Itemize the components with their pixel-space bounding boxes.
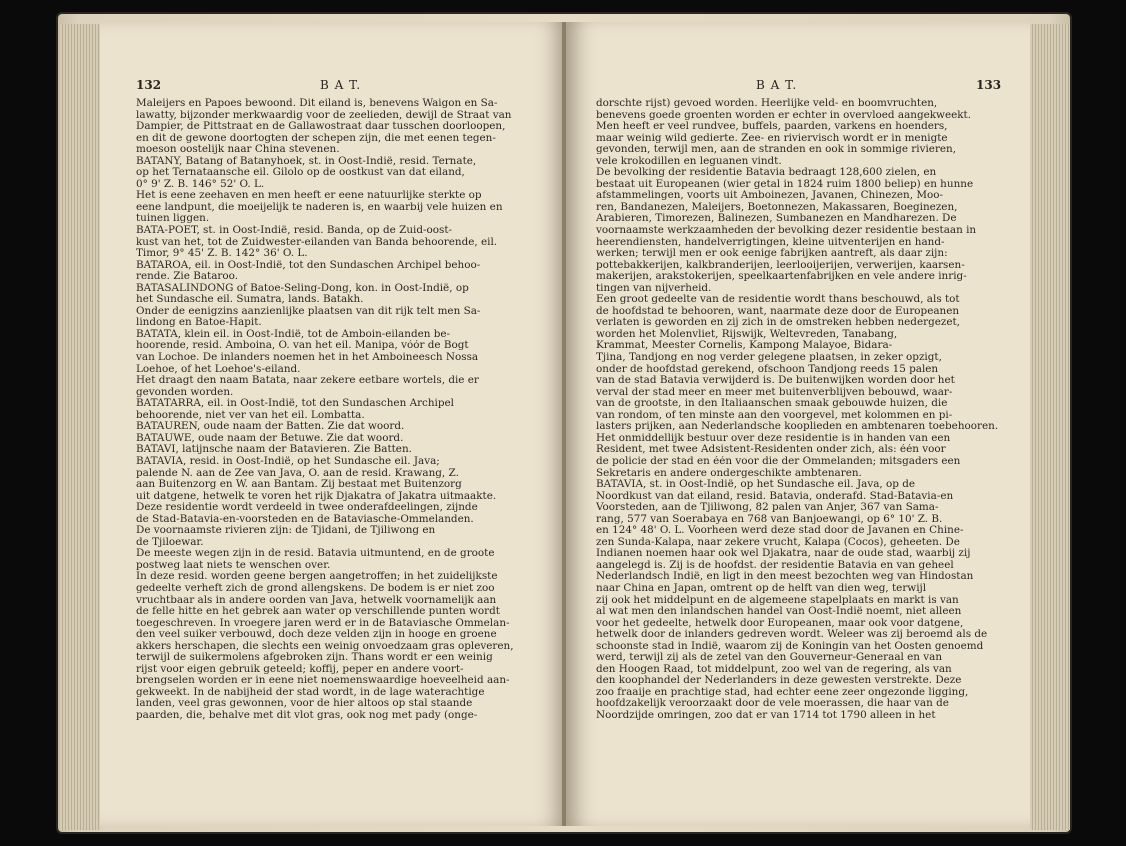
text-line: Resident, met twee Adsistent-Residenten onder zich, als: één voor: [596, 444, 946, 456]
left-page-number: 132: [136, 78, 162, 92]
text-line: worden het Molenvliet, Rijswijk, Weltevreden, Tanabang,: [596, 328, 898, 340]
text-line: al wat men den inlandschen handel van Oost-Indië noemt, niet alleen: [596, 606, 962, 618]
text-line: vele krokodillen en leguanen vindt.: [596, 155, 782, 167]
left-running-head: B A T.: [320, 78, 362, 92]
text-line: de policie der stad en één voor die der Ommelanden; mitsgaders een: [596, 455, 961, 467]
text-line: op het Ternataansche eil. Gilolo op de oostkust van dat eiland,: [136, 167, 465, 179]
text-line: BATA-POET, st. in Oost-Indië, resid. Banda, op de Zuid-oost-: [136, 225, 453, 237]
text-line: behoorende, niet ver van het eil. Lombatta.: [136, 409, 365, 421]
text-line: dorschte rijst) gevoed worden. Heerlijke veld- en boomvruchten,: [596, 98, 938, 109]
text-line: De bevolking der residentie Batavia bedraagt 128,600 zielen, en: [596, 167, 937, 179]
text-line: gevonden worden.: [136, 386, 234, 398]
text-line: Het is eene zeehaven en men heeft er eene natuurlijke sterkte op: [136, 190, 482, 202]
text-line: BATAUWE, oude naam der Betuwe. Zie dat woord.: [136, 432, 404, 444]
text-line: tuinen liggen.: [136, 213, 210, 225]
text-line: naar China en Japan, omtrent op de helft van dien weg, terwijl: [596, 582, 927, 594]
text-line: De meeste wegen zijn in de resid. Batavia uitmuntend, en de groote: [136, 548, 495, 560]
text-line: akkers herschapen, die slechts een weinig onvoedzaam gras opleveren,: [136, 640, 514, 652]
text-line: afstammelingen, voorts uit Amboinezen, Javanen, Chinezen, Moo-: [596, 190, 943, 202]
text-line: van Lochoe. De inlanders noemen het in het Amboineesch Nossa: [136, 352, 479, 364]
text-line: Een groot gedeelte van de residentie wordt thans beschouwd, als tot: [596, 294, 960, 306]
text-line: Noordzijde omringen, zoo dat er van 1714 tot 1790 alleen in het: [596, 709, 936, 721]
text-line: paarden, die, behalve met dit vlot gras, ook nog met pady (onge-: [136, 709, 478, 721]
text-line: 0° 9' Z. B. 146° 52' O. L.: [136, 178, 265, 190]
text-line: en dit de gewone doortogten der schepen zijn, die met eenen tegen-: [136, 132, 496, 144]
text-line: zen Sunda-Kalapa, naar zekere vrucht, Kalapa (Cocos), geheeten. De: [596, 536, 960, 548]
text-line: brengselen worden er in eene niet noemenswaardige hoeveelheid aan-: [136, 675, 510, 687]
text-line: den veel suiker verbouwd, doch deze velden zijn in hooge en groene: [136, 629, 497, 641]
text-line: terwijl de suikermolens afgebroken zijn. Thans wordt er een weinig: [136, 652, 493, 664]
text-line: BATATARRA, eil. in Oost-Indië, tot den Sundaschen Archipel: [136, 398, 454, 410]
text-line: palende N. aan de Zee van Java, O. aan de resid. Krawang, Z.: [136, 467, 459, 479]
text-line: zij ook het middelpunt en de algemeene stapelplaats en markt is van: [596, 594, 959, 606]
text-line: gedeelte verheft zich de grond allengskens. De bodem is er niet zoo: [136, 582, 495, 594]
text-line: Loehoe, of het Loehoe's-eiland.: [136, 363, 301, 375]
right-page-body: [596, 98, 1000, 722]
text-line: Noordkust van dat eiland, resid. Batavia, onderafd. Stad-Batavia-en: [596, 490, 954, 502]
text-line: Indianen noemen haar ook wel Djakatra, naar de oude stad, waarbij zij: [596, 548, 971, 560]
text-line: Arabieren, Timorezen, Balinezen, Sumbanezen en Mandharezen. De: [596, 213, 957, 225]
left-page-body: [136, 98, 538, 722]
text-line: het Sundasche eil. Sumatra, lands. Batakh.: [136, 294, 364, 306]
text-line: van rondom, of ten minste aan den voorgevel, met kolommen en pi-: [596, 409, 953, 421]
text-line: Onder de eenigzins aanzienlijke plaatsen van dit rijk telt men Sa-: [136, 305, 481, 317]
text-line: de Stad-Batavia-en-voorsteden en de Bataviasche-Ommelanden.: [136, 513, 474, 525]
text-line: voor het gedeelte, hetwelk door Europeanen, maar ook voor datgene,: [596, 617, 964, 629]
text-line: Het draagt den naam Batata, naar zekere eetbare wortels, die er: [136, 375, 479, 387]
text-line: BATATA, klein eil. in Oost-Indië, tot de Amboin-eilanden be-: [136, 328, 451, 340]
text-line: kust van het, tot de Zuidwester-eilanden van Banda behoorende, eil.: [136, 236, 498, 248]
text-line: lawatty, bijzonder merkwaardig voor de zeelieden, dewijl de Straat van: [136, 109, 512, 121]
text-line: de hoofdstad te behooren, want, naarmate deze door de Europeanen: [596, 305, 960, 317]
text-line: gevonden, terwijl men, aan de stranden en ook in sommige rivieren,: [596, 144, 957, 156]
text-line: ren, Bandanezen, Maleijers, Boetonnezen, Makassaren, Boeginezen,: [596, 201, 958, 213]
text-line: zoo fraaije en prachtige stad, had echter eene zeer ongezonde ligging,: [596, 686, 969, 698]
text-line: eene landpunt, die moeijelijk te naderen is, en waarbij vele huizen en: [136, 201, 503, 213]
text-line: van de stad Batavia verwijderd is. De buitenwijken worden door het: [596, 375, 955, 387]
right-page-number: 133: [976, 78, 1002, 92]
text-line: Deze residentie wordt verdeeld in twee onderafdeelingen, zijnde: [136, 502, 478, 514]
text-line: hoofdzakelijk veroorzaakt door de vele moerassen, die haar van de: [596, 698, 949, 710]
text-line: Dampier, de Pittstraat en de Gallawostraat daar tusschen doorloopen,: [136, 121, 506, 133]
text-line: BATAVIA, resid. in Oost-Indië, op het Sundasche eil. Java;: [136, 455, 440, 467]
text-line: werd, terwijl zij als de zetel van den Gouverneur-Generaal en van: [596, 652, 943, 664]
text-line: en 124° 48' O. L. Voorheen werd deze stad door de Javanen en Chine-: [596, 525, 964, 537]
text-line: voornaamste werkzaamheden der bevolking dezer residentie bestaan in: [596, 225, 977, 237]
text-line: BATAROA, eil. in Oost-Indië, tot den Sundaschen Archipel behoo-: [136, 259, 481, 271]
text-line: Sekretaris en andere ondergeschikte ambtenaren.: [596, 467, 862, 479]
text-line: Krammat, Meester Cornelis, Kampong Malayoe, Bidara-: [596, 340, 893, 352]
text-line: aangelegd is. Zij is de hoofdst. der residentie Batavia en van geheel: [596, 559, 954, 571]
text-line: van de grootste, in den Italiaanschen smaak gebouwde huizen, die: [596, 398, 948, 410]
text-line: gekweekt. In de nabijheid der stad wordt, in de lage waterachtige: [136, 686, 485, 698]
text-line: rende. Zie Bataroo.: [136, 271, 239, 283]
page-edges-right: [1030, 24, 1070, 830]
left-page: [100, 22, 566, 826]
text-line: rijst voor eigen gebruik geteeld; koffij, peper en andere voort-: [136, 663, 464, 675]
text-line: rang, 577 van Soerabaya en 768 van Banjoewangi, op 6° 10' Z. B.: [596, 513, 943, 525]
text-line: In deze resid. worden geene bergen aangetroffen; in het zuidelijkste: [136, 571, 498, 583]
text-line: verval der stad meer en meer met buitenverblijven bebouwd, waar-: [596, 386, 953, 398]
text-line: lasters prijken, aan Nederlandsche kooplieden en ambtenaren toebehooren.: [596, 421, 999, 433]
text-line: De voornaamste rivieren zijn: de Tjidani, de Tjiliwong en: [136, 525, 436, 537]
text-line: den Hoogen Raad, tot middelpunt, zoo wel van de regering, als van: [596, 663, 952, 675]
text-line: de felle hitte en het gebrek aan water op verschillende punten wordt: [136, 606, 500, 618]
text-line: maar weinig wild gedierte. Zee- en riviervisch wordt er in menigte: [596, 132, 948, 144]
text-line: Tjina, Tandjong en nog verder gelegene plaatsen, in zeker opzigt,: [596, 352, 942, 364]
text-line: werken; terwijl men er ook eenige fabrijken aantreft, als daar zijn:: [596, 248, 948, 260]
text-line: benevens goede groenten worden er echter in overvloed aangekweekt.: [596, 109, 972, 121]
text-line: Maleijers en Papoes bewoond. Dit eiland is, benevens Waigon en Sa-: [136, 98, 498, 109]
text-line: schoonste stad in Indië, waarom zij de Koningin van het Oosten genoemd: [596, 640, 984, 652]
text-line: BATANY, Batang of Batanyhoek, st. in Oost-Indië, resid. Ternate,: [136, 155, 477, 167]
text-line: toegeschreven. In vroegere jaren werd er in de Bataviasche Ommelan-: [136, 617, 510, 629]
text-line: onder de hoofdstad gerekend, ofschoon Tandjong reeds 15 palen: [596, 363, 939, 375]
page-edges-left: [60, 24, 100, 830]
right-running-head: B A T.: [756, 78, 798, 92]
text-line: aan Buitenzorg en W. aan Bantam. Zij bestaat met Buitenzorg: [136, 479, 462, 491]
text-line: hoorende, resid. Amboina, O. van het eil. Manipa, vóór de Bogt: [136, 340, 469, 352]
right-page: [566, 22, 1030, 826]
text-line: vruchtbaar als in andere oorden van Java, hetwelk voornamelijk aan: [136, 594, 497, 606]
text-line: verlaten is geworden en zij zich in de omstreken hebben nedergezet,: [596, 317, 960, 329]
text-line: makerijen, arakstokerijen, speelkaartenfabrijken en vele andere inrig-: [596, 271, 967, 283]
text-line: tingen van nijverheid.: [596, 282, 712, 294]
text-line: moeson oostelijk naar China stevenen.: [136, 144, 340, 156]
text-line: Men heeft er veel rundvee, buffels, paarden, varkens en hoenders,: [596, 121, 948, 133]
text-line: bestaat uit Europeanen (wier getal in 1824 ruim 1800 beliep) en hunne: [596, 178, 974, 190]
text-line: pottebakkerijen, kalkbranderijen, leerlooijerijen, verwerijen, kaarsen-: [596, 259, 965, 271]
text-line: Timor, 9° 45' Z. B. 142° 36' O. L.: [136, 248, 308, 260]
text-line: postweg laat niets te wenschen over.: [136, 559, 331, 571]
text-line: Nederlandsch Indië, en ligt in den meest bezochten weg van Hindostan: [596, 571, 974, 583]
text-line: den koophandel der Nederlanders in deze gewesten verstrekte. Deze: [596, 675, 962, 687]
text-line: BATAUREN, oude naam der Batten. Zie dat woord.: [136, 421, 405, 433]
text-line: uit datgene, hetwelk te voren het rijk Djakatra of Jakatra uitmaakte.: [136, 490, 497, 502]
text-line: BATASALINDONG of Batoe-Seling-Dong, kon. in Oost-Indië, op: [136, 282, 469, 294]
text-line: BATAVIA, st. in Oost-Indië, op het Sundasche eil. Java, op de: [596, 479, 916, 491]
text-line: Voorsteden, aan de Tjiliwong, 82 palen van Anjer, 367 van Sama-: [596, 502, 939, 514]
text-line: BATAVI, latijnsche naam der Batavieren. Zie Batten.: [136, 444, 412, 456]
text-line: landen, veel gras gewonnen, voor de hier altoos op stal staande: [136, 698, 473, 710]
text-line: lindong en Batoe-Hapit.: [136, 317, 262, 329]
text-line: heerendiensten, handelverrigtingen, kleine uitventerijen en hand-: [596, 236, 945, 248]
text-line: de Tjiloewar.: [136, 536, 204, 548]
text-line: hetwelk door de inlanders gedreven wordt. Weleer was zij beroemd als de: [596, 629, 988, 641]
text-line: Het onmiddellijk bestuur over deze residentie is in handen van een: [596, 432, 951, 444]
